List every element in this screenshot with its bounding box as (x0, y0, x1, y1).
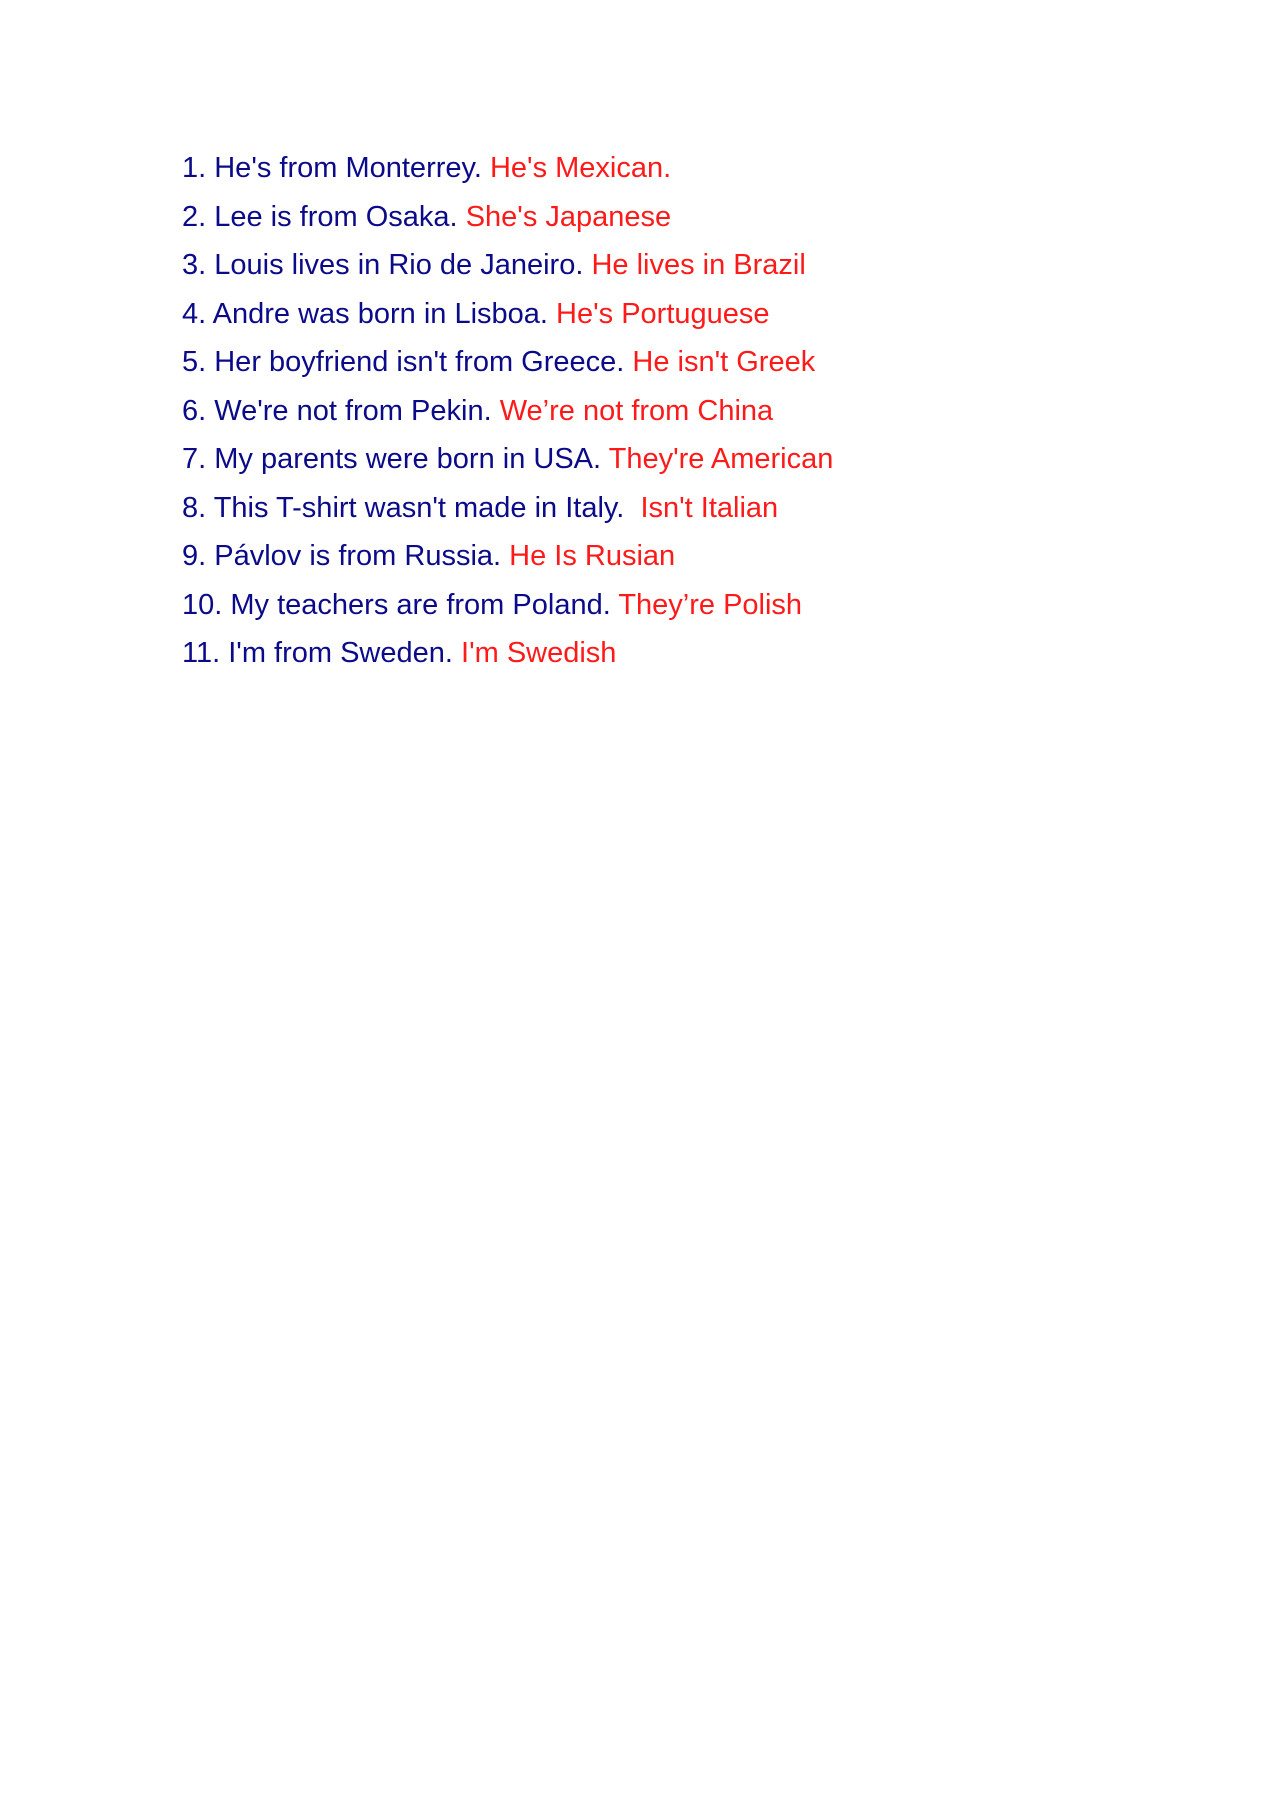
exercise-answer: We’re not from China (499, 395, 774, 427)
exercise-prompt: 5. Her boyfriend isn't from Greece. (182, 346, 625, 378)
exercise-prompt: 3. Louis lives in Rio de Janeiro. (182, 249, 584, 281)
exercise-line-4 (182, 294, 833, 342)
exercise-answer: He lives in Brazil (591, 249, 806, 281)
exercise-answer: He's Mexican. (489, 152, 672, 184)
exercise-line-7 (182, 439, 833, 488)
exercise-line-9 (182, 536, 833, 585)
exercise-answer: I'm Swedish (461, 637, 617, 669)
exercise-list (182, 148, 833, 682)
exercise-prompt: 4. Andre was born in Lisboa. (182, 298, 548, 330)
exercise-line-8 (182, 488, 833, 536)
exercise-line-5 (182, 342, 833, 391)
exercise-line-6 (182, 391, 833, 439)
exercise-prompt: 7. My parents were born in USA. (182, 443, 602, 475)
exercise-prompt: 8. This T-shirt wasn't made in Italy. (182, 492, 633, 524)
exercise-answer: He Is Rusian (509, 540, 676, 572)
exercise-answer: They’re Polish (618, 589, 803, 621)
exercise-prompt: 11. I'm from Sweden. (182, 637, 453, 669)
exercise-line-3 (182, 245, 833, 294)
exercise-prompt: 1. He's from Monterrey. (182, 152, 482, 184)
exercise-prompt: 10. My teachers are from Poland. (182, 589, 611, 621)
exercise-prompt: 6. We're not from Pekin. (182, 395, 492, 427)
exercise-answer: He's Portuguese (556, 298, 770, 330)
exercise-answer: She's Japanese (465, 201, 672, 233)
exercise-prompt: 9. Pávlov is from Russia. (182, 540, 502, 572)
exercise-line-11 (182, 633, 833, 682)
exercise-answer: They're American (608, 443, 834, 475)
exercise-line-2 (182, 197, 833, 245)
exercise-answer: He isn't Greek (632, 346, 816, 378)
exercise-line-1 (182, 148, 833, 197)
exercise-line-10 (182, 585, 833, 633)
exercise-answer: Isn't Italian (640, 492, 779, 524)
exercise-prompt: 2. Lee is from Osaka. (182, 201, 458, 233)
